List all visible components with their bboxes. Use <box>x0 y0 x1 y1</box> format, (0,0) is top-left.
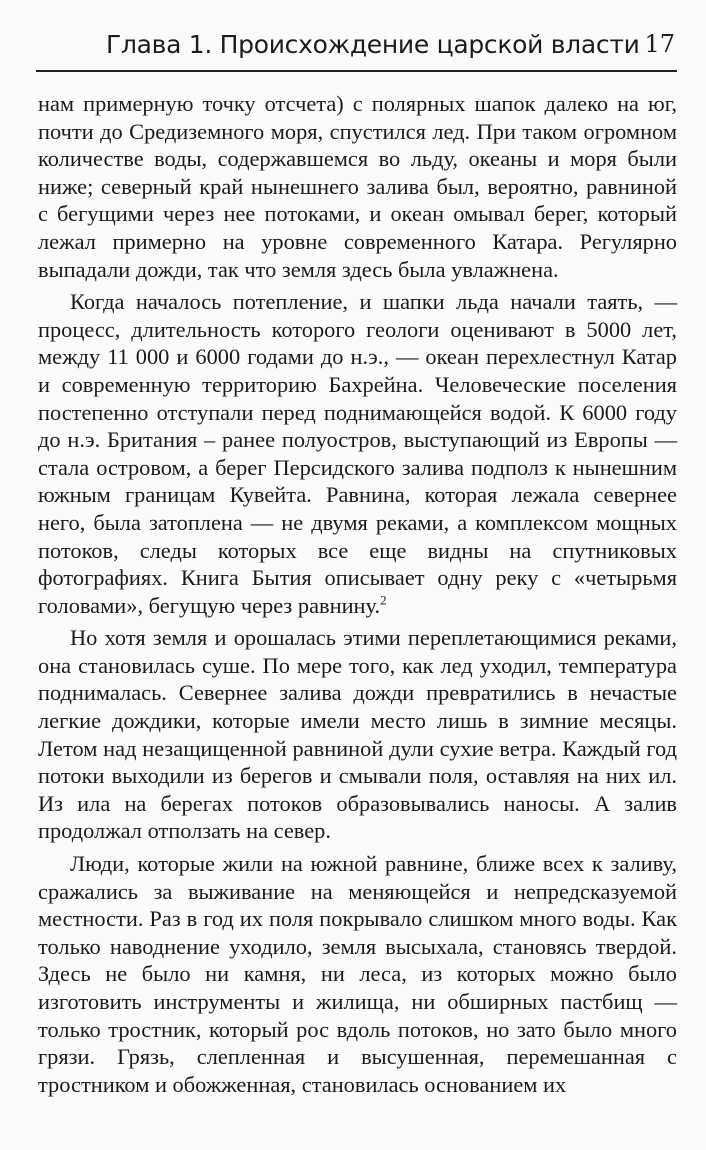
paragraph-2 <box>38 288 677 619</box>
running-title: Глава 1. Происхождение царской власти <box>106 30 640 59</box>
paragraph-1-text: нам примерную точку отсчета) с полярных шапок далеко на юг, почти до Средиземного моря, спустился лед. При таком огромном количестве воды, содержавшемся во льду, океаны и моря были ниже; северный край нынешнего залива был, вероятно, равниной с бегущими через нее потоками, и океан омывал берег, который лежал примерно на уровне современного Катара. Регулярно выпадали дожди, так что земля здесь была увлажнена. <box>38 91 677 282</box>
footnote-reference: 2 <box>380 592 387 608</box>
paragraph-3-text: Но хотя земля и орошалась этими переплетающимися реками, она становилась суше. По мере того, как лед уходил, температура поднималась. Севернее залива дожди превратились в нечастые легкие дождики, которые имели место лишь в зимние месяцы. Летом над незащищенной равниной дули сухие ветра. Каждый год потоки выходили из берегов и смывали поля, оставляя на них ил. Из ила на берегах потоков образовывались наносы. А залив продолжал отползать на север. <box>38 625 677 844</box>
body-text <box>38 90 677 1098</box>
paragraph-1 <box>38 90 677 283</box>
header-rule <box>36 70 677 72</box>
page-number: 17 <box>644 30 675 58</box>
paragraph-4-text: Люди, которые жили на южной равнине, ближе всех к заливу, сражались за выживание на меняющейся и непредсказуемой местности. Раз в год их поля покрывало слишком много воды. Как только наводнение уходило, земля высыхала, становясь твердой. Здесь не было ни камня, ни леса, из которых можно было изготовить инструменты и жилища, ни обширных пастбищ — только тростник, который рос вдоль потоков, но зато было много грязи. Грязь, слепленная и высушенная, перемешанная с тростником и обожженная, становилась основанием их <box>38 851 677 1097</box>
running-head <box>36 26 677 66</box>
paragraph-3 <box>38 624 677 845</box>
paragraph-2-text: Когда началось потепление, и шапки льда начали таять, — процесс, длительность которого геологи оценивают в 5000 лет, между 11 000 и 6000 годами до н.э., — океан перехлестнул Катар и современную территорию Бахрейна. Человеческие поселения постепенно отступали перед поднимающейся водой. К 6000 году до н.э. Британия – ранее полуостров, выступающий из Европы — стала островом, а берег Персидского залива подполз к нынешним южным границам Кувейта. Равнина, которая лежала севернее него, была затоплена — не двумя реками, а комплексом мощных потоков, следы которых все еще видны на спутниковых фотографиях. Книга Бытия описывает одну реку с «четырьмя головами», бегущую через равнину. <box>38 289 677 618</box>
paragraph-4 <box>38 850 677 1098</box>
